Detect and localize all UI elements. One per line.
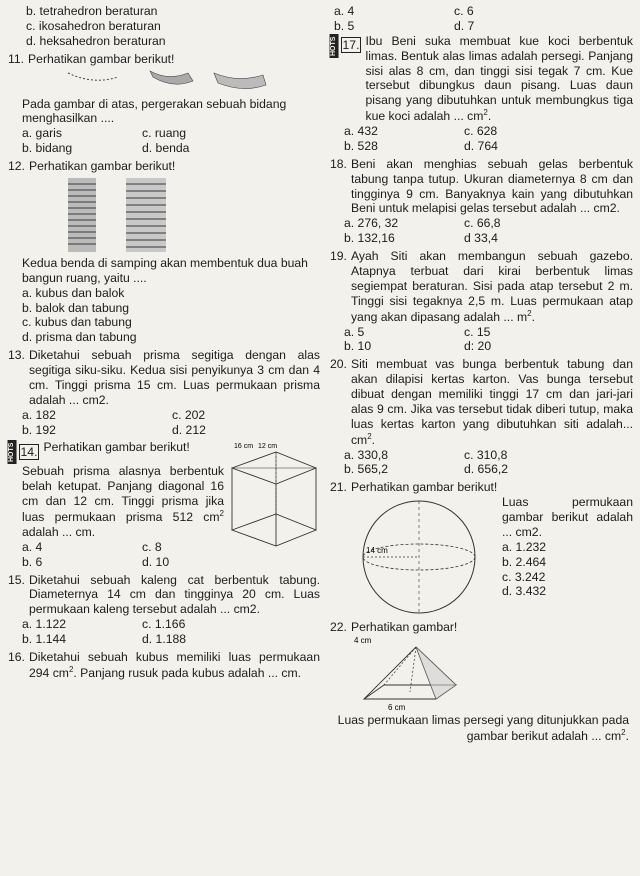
hots-badge: HOTS (8, 440, 17, 464)
q14-option-b: b. 6 (22, 554, 43, 569)
q22-number: 22. (330, 620, 347, 635)
q14-unit: cm (203, 510, 220, 525)
q13-option-b: b. 192 (22, 422, 56, 437)
right-column (330, 4, 633, 747)
pyramid-figure (344, 635, 504, 713)
q10-option-c: c. ikosahedron beraturan (26, 18, 161, 33)
question-16: 16. Diketahui sebuah kubus memiliki luas permukaan 294 $cm^2$. Panjang rusuk pada kubus adalah ... cm. (8, 649, 320, 680)
q17-option-c: c. 628 (464, 124, 498, 139)
q17-number: 17. (342, 37, 360, 52)
q16-option-a: a. 4 (334, 4, 355, 18)
q13-option-d: d. 212 (172, 422, 206, 437)
q20-number: 20. (330, 357, 347, 372)
q16-option-c: c. 6 (454, 4, 474, 18)
q22-unit: cm (604, 729, 622, 743)
q12-options (8, 286, 320, 346)
q21-text2: Luas permukaan gambar berikut adalah ... cm2. (502, 495, 633, 539)
q12-option-b: b. balok dan tabung (22, 300, 130, 315)
q21-option-d: d. 3.432 (502, 584, 547, 599)
coin-stack (68, 178, 96, 252)
q20-option-d: d. 656,2 (464, 462, 509, 477)
q11-option-b: b. bidang (22, 141, 73, 156)
q18-option-a: a. 276, 32 (344, 216, 399, 231)
q14-number: 14. (20, 444, 38, 459)
q15-text: Diketahui sebuah kaleng cat berbentuk tabung. Diameternya 14 cm dan tingginya 20 cm. Luas permukaan kaleng tersebut adalah ... cm2. (28, 572, 320, 617)
q13-option-a: a. 182 (22, 407, 56, 422)
q15-option-b: b. 1.144 (22, 632, 67, 647)
q22-text2: Luas permukaan limas persegi yang ditunjukkan pada gambar berikut adalah ... (337, 713, 629, 743)
q12-option-a: a. kubus dan balok (22, 285, 125, 300)
q21-option-c: c. 3.242 (502, 569, 546, 584)
q18-option-c: c. 66,8 (464, 216, 501, 231)
q14-text: Perhatikan gambar berikut! (43, 440, 190, 455)
q13-options (8, 408, 320, 438)
q12-option-d: d. prisma dan tabung (22, 330, 137, 345)
question-13 (8, 348, 320, 437)
question-17: HOTS 17. Ibu Beni suka membuat kue koci berbentuk limas. Bentuk alas limas adalah persegi. Panjang sisi alas 8 cm, dan tinggi sisi tegak 7 cm. Kue tersebut dibungkus daun pisang. Luas daun pisang yang dibutuhkan untuk membungkus tiga kue koci adalah ... $cm^2$. a. 432 c. 628 b. 528 d. 764 (330, 33, 633, 153)
rhombus-prism-figure (230, 440, 320, 550)
q17-text: Ibu Beni suka membuat kue koci berbentuk limas. Bentuk alas limas adalah persegi. Panjang sisi alas 8 cm, dan tinggi sisi tegak 7 cm. Kue tersebut dibungkus daun pisang. Luas daun pisang yang dibutuhkan untuk membungkus tiga kue koci adalah ... (365, 33, 633, 124)
q13-number: 13. (8, 348, 25, 363)
q15-option-d: d. 1.188 (142, 632, 187, 647)
q11-options (8, 126, 320, 156)
q11-number: 11. (8, 51, 25, 66)
q18-options (330, 216, 633, 246)
q12-option-c: c. kubus dan tabung (22, 315, 132, 330)
q14-label-12cm: 12 cm (258, 443, 278, 451)
left-column (8, 4, 320, 684)
q15-number: 15. (8, 572, 25, 587)
q14-options (8, 540, 224, 570)
q11-option-d: d. benda (142, 141, 190, 156)
q21-label-14cm: 14 cm (366, 546, 388, 556)
question-14: 16 cm 12 cm HOTS 14. Perhatikan gambar berikut! Sebuah prisma alasnya berbentuk belah ketupat. Panjang diagonal 16 cm dan 12 cm. Tinggi prisma jika luas permukaan prisma 512 $cm^2$ adalah ... cm. a. 4 c. 8 b. 6 d. 10 (8, 440, 320, 569)
q19-unit: m (516, 309, 528, 324)
q15-options (8, 617, 320, 647)
q15-option-a: a. 1.122 (22, 617, 67, 632)
q21-text: Perhatikan gambar berikut! (350, 480, 498, 495)
q22-label-6cm: 6 cm (388, 703, 406, 713)
question-21 (330, 480, 633, 617)
q18-option-b: b. 132,16 (344, 231, 395, 246)
q14-option-a: a. 4 (22, 539, 43, 554)
question-18 (330, 157, 633, 246)
q16-unit: cm (52, 665, 69, 680)
stacked-shapes-figure (8, 174, 308, 256)
q16-text: Diketahui sebuah kubus memiliki luas permukaan 294 (28, 649, 320, 680)
q20-text: Siti membuat vas bunga berbentuk tabung dan akan dilapisi kertas karton. Vas bunga tersebut dibuat dengan memiliki tinggi 17 cm dan jari-jari alas 9 cm. Jika vas tersebut tidak diberi tutup, maka luas kertas karton yang dibutuhkan siti adalah... (350, 357, 633, 431)
q19-option-c: c. 15 (464, 324, 491, 339)
q20-option-b: b. 565,2 (344, 462, 389, 477)
q16-tail: . Panjang rusuk pada kubus adalah ... cm. (73, 665, 302, 680)
q10-option-b: b. tetrahedron beraturan (26, 4, 158, 18)
q17-option-a: a. 432 (344, 124, 378, 139)
q21-option-b: b. 2.464 (502, 554, 547, 569)
q22-text: Perhatikan gambar! (350, 620, 458, 635)
question-22: 22. Perhatikan gambar! 4 cm 6 cm Luas permukaan limas persegi yang ditunjukkan pada gambar berikut adalah ... $cm^2$. (330, 620, 633, 744)
q21-number: 21. (330, 480, 347, 495)
q20-unit: cm (350, 432, 368, 447)
paper-stack (126, 178, 166, 252)
q21-option-a: a. 1.232 (502, 539, 547, 554)
q19-options (330, 325, 633, 355)
q20-option-c: c. 310,8 (464, 447, 508, 462)
q16-options (330, 4, 633, 34)
q17-option-b: b. 528 (344, 138, 378, 153)
question-12 (8, 159, 320, 345)
q18-text: Beni akan menghias sebuah gelas berbentuk tabung tanpa tutup. Ukuran diameternya 8 cm dan tingginya 9 cm. Banyaknya kain yang dibutuhkan Beni untuk melapisi gelas tersebut adalah ... cm2. (350, 156, 633, 216)
q19-option-b: b. 10 (344, 339, 372, 354)
q10-options (8, 4, 320, 49)
q11-text2: Pada gambar di atas, pergerakan sebuah bidang menghasilkan .... (22, 96, 287, 126)
q19-option-a: a. 5 (344, 324, 365, 339)
q14-text2: Sebuah prisma alasnya berbentuk belah ketupat. Panjang diagonal 16 cm dan 12 cm. Tinggi prisma jika luas permukaan prisma 512 (22, 464, 224, 525)
q19-number: 19. (330, 249, 347, 264)
question-19: 19. Ayah Siti akan membangun sebuah gazebo. Atapnya terbuat dari kirai berbentuk limas segiempat beraturan. Sisi pada atap tersebut 2 m. Tinggi sisi tegaknya 2,5 m. Luas permukaan atap yang akan dipasang adalah ... $m^2$. a. 5 c. 15 b. 10 d: 20 (330, 249, 633, 354)
q16-number: 16. (8, 649, 25, 664)
q11-option-a: a. garis (22, 126, 62, 141)
question-20: 20. Siti membuat vas bunga berbentuk tabung dan akan dilapisi kertas karton. Vas bunga tersebut dibuat dengan memiliki tinggi 17 cm dan jari-jari alas 9 cm. Jika vas tersebut tidak diberi tutup, maka luas kertas karton yang dibutuhkan siti adalah... $cm^2$. a. 330,8 c. 310,8 b. 565,2 d. 656,2 (330, 357, 633, 477)
q14-option-d: d. 10 (142, 554, 170, 569)
q14-option-c: c. 8 (142, 539, 162, 554)
q11-option-c: c. ruang (142, 126, 187, 141)
q13-text: Diketahui sebuah prisma segitiga dengan alas segitiga siku-siku. Kedua sisi penyikunya 3 cm dan 4 cm. Tinggi prisma 15 cm. Luas permukaan prisma adalah ... cm2. (28, 348, 320, 407)
q19-text: Ayah Siti akan membangun sebuah gazebo. Atapnya terbuat dari kirai berbentuk limas segiempat beraturan. Sisi pada atap tersebut 2 m. Tinggi sisi tegaknya 2,5 m. Luas permukaan atap yang akan dipasang adalah ... (350, 249, 633, 324)
q20-options (330, 448, 633, 478)
q18-number: 18. (330, 156, 347, 171)
q16-option-d: d. 7 (454, 18, 475, 33)
q16-option-b: b. 5 (334, 18, 355, 33)
q12-text: Perhatikan gambar berikut! (28, 159, 176, 173)
q17-option-d: d. 764 (464, 138, 498, 153)
q13-option-c: c. 202 (172, 407, 206, 422)
moving-line-figure (8, 67, 308, 97)
q14-tail: adalah ... cm. (22, 524, 96, 539)
q17-options (330, 124, 633, 154)
q19-option-d: d: 20 (464, 339, 492, 354)
hots-badge-17: HOTS (330, 34, 339, 58)
q14-label-16cm: 16 cm (234, 443, 254, 451)
q17-unit: cm (467, 109, 484, 124)
q10-option-d: d. heksahedron beraturan (26, 33, 166, 48)
q12-number: 12. (8, 159, 25, 173)
q20-option-a: a. 330,8 (344, 447, 389, 462)
question-11 (8, 52, 320, 156)
q12-text2: Kedua benda di samping akan membentuk dua buah bangun ruang, yaitu .... (22, 255, 308, 285)
q18-option-d: d 33,4 (464, 231, 498, 246)
q15-option-c: c. 1.166 (142, 617, 186, 632)
sphere-figure (344, 495, 494, 617)
q22-label-4cm: 4 cm (354, 636, 372, 646)
q11-text: Perhatikan gambar berikut! (28, 51, 175, 66)
question-15 (8, 573, 320, 647)
